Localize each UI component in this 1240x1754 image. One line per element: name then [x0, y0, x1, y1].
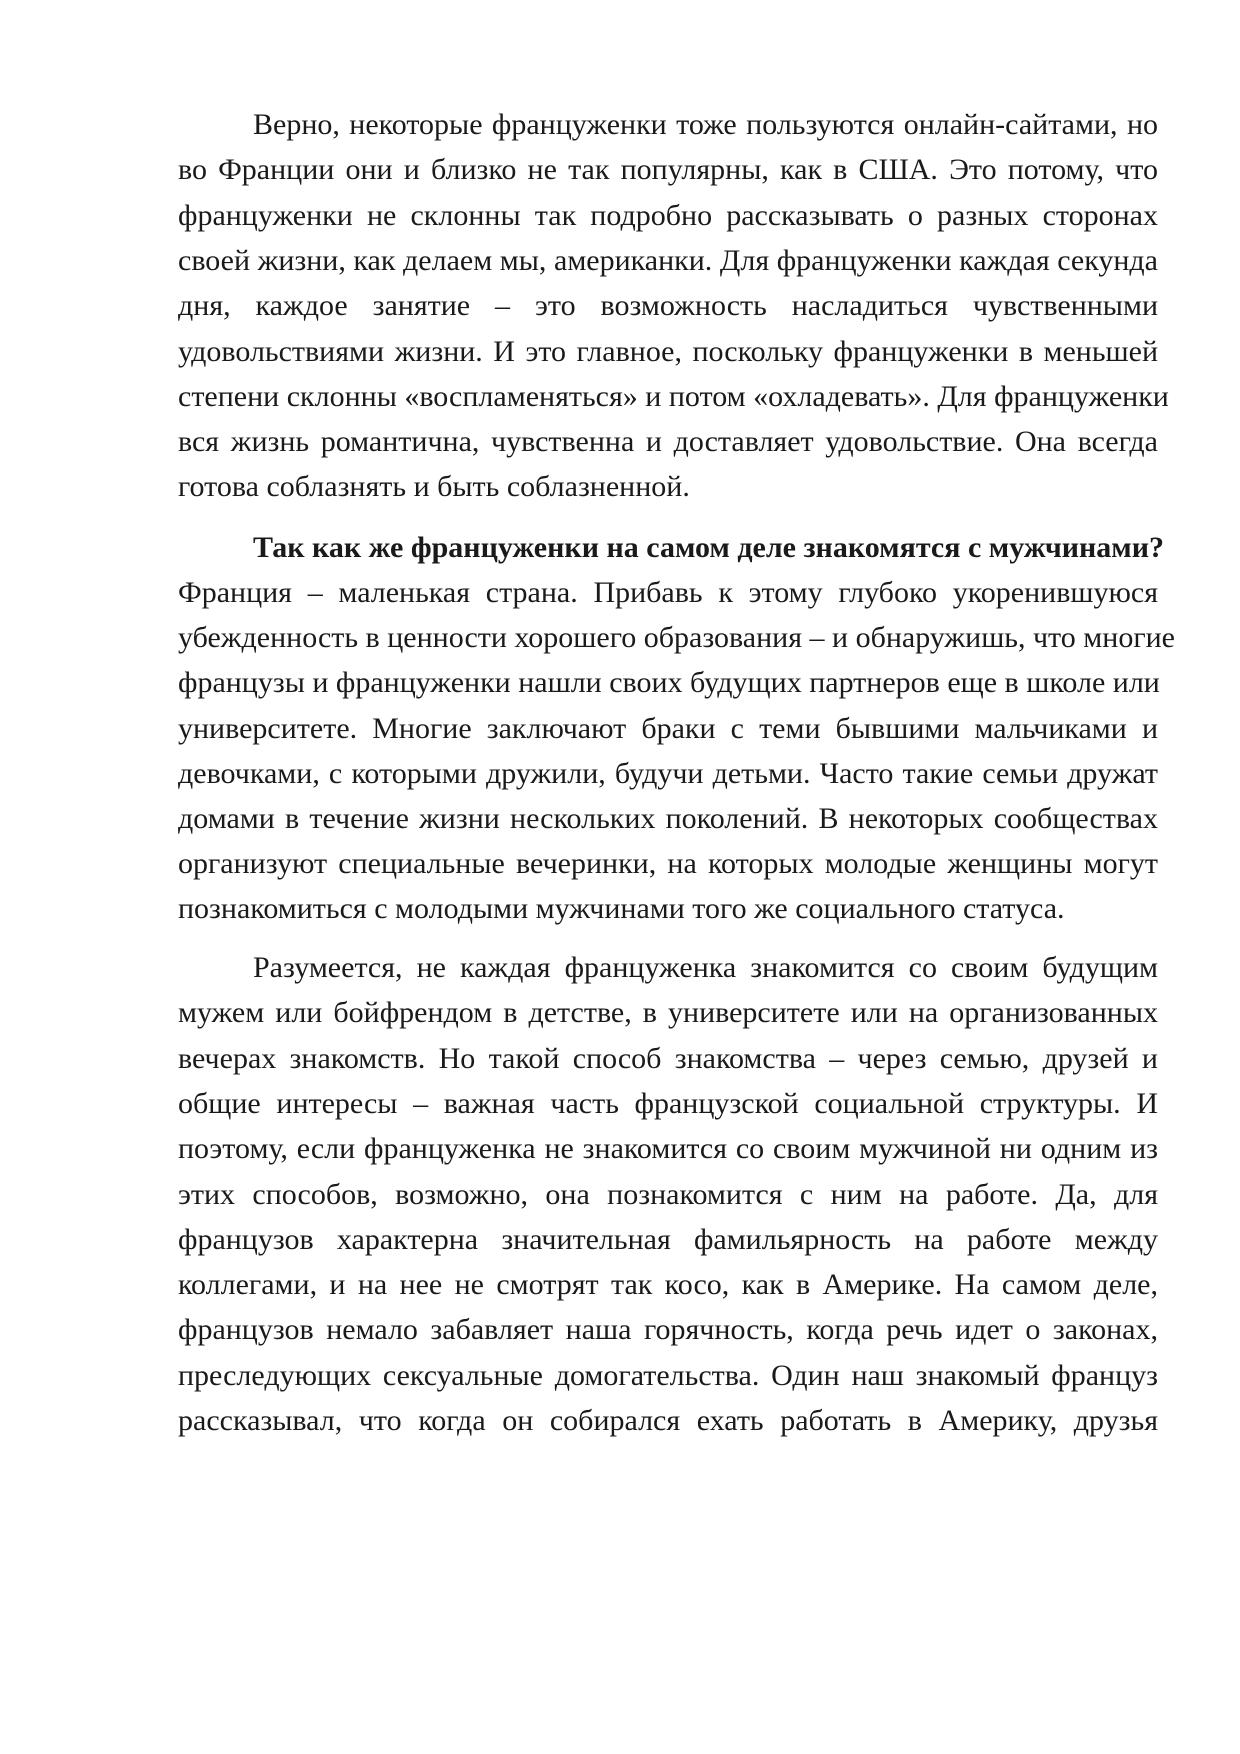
text-line: во Франции они и близко не так популярны, как в США. Это потому, что	[178, 153, 1158, 186]
text-line: общие интересы – важная часть французской социальной структуры. И	[178, 1087, 1158, 1120]
text-line: поэтому, если француженка не знакомится со своим мужчиной ни одним из	[178, 1132, 1158, 1165]
text-line: мужем или бойфрендом в детстве, в университете или на организованных	[178, 996, 1158, 1029]
text-line: своей жизни, как делаем мы, американки. Для француженки каждая секунда	[178, 244, 1158, 277]
text-line: познакомиться с молодыми мужчинами того же социального статуса.	[178, 892, 1065, 925]
text-line: университете. Многие заключают браки с теми бывшими мальчиками и	[178, 712, 1158, 745]
text-line: преследующих сексуальные домогательства. Один наш знакомый француз	[178, 1359, 1158, 1392]
text-line: французов характерна значительная фамильярность на работе между	[178, 1223, 1158, 1256]
text-line: удовольствиями жизни. И это главное, поскольку француженки в меньшей	[178, 335, 1158, 368]
text-line: готова соблазнять и быть соблазненной.	[178, 470, 690, 503]
text-line: Франция – маленькая страна. Прибавь к этому глубоко укоренившуюся	[178, 576, 1158, 609]
text-line: степени склонны «воспламеняться» и потом «охладевать». Для француженки	[178, 380, 1169, 413]
text-line: вечерах знакомств. Но такой способ знакомства – через семью, друзей и	[178, 1042, 1158, 1075]
text-line: домами в течение жизни нескольких поколений. В некоторых сообществах	[178, 802, 1158, 835]
text-line: француженки не склонны так подробно рассказывать о разных сторонах	[178, 199, 1158, 232]
text-line: убежденность в ценности хорошего образования – и обнаружишь, что многие	[178, 621, 1175, 654]
text-line: французов немало забавляет наша горячность, когда речь идет о законах,	[178, 1313, 1158, 1346]
text-line: вся жизнь романтична, чувственна и доставляет удовольствие. Она всегда	[178, 425, 1158, 458]
text-line: организуют специальные вечеринки, на которых молодые женщины могут	[178, 847, 1158, 880]
section-heading: Так как же француженки на самом деле знакомятся с мужчинами?	[253, 531, 1165, 564]
text-line: дня, каждое занятие – это возможность насладиться чувственными	[178, 289, 1158, 322]
text-line: коллегами, и на нее не смотрят так косо, как в Америке. На самом деле,	[178, 1268, 1158, 1301]
text-line: этих способов, возможно, она познакомится с ним на работе. Да, для	[178, 1178, 1158, 1211]
text-line: Разумеется, не каждая француженка знакомится со своим будущим	[253, 951, 1158, 984]
text-line: Верно, некоторые француженки тоже пользуются онлайн-сайтами, но	[253, 108, 1158, 141]
text-line: французы и француженки нашли своих будущих партнеров еще в школе или	[178, 666, 1160, 699]
text-line: рассказывал, что когда он собирался ехать работать в Америку, друзья	[178, 1404, 1158, 1437]
text-line: девочками, с которыми дружили, будучи детьми. Часто такие семьи дружат	[178, 757, 1158, 790]
